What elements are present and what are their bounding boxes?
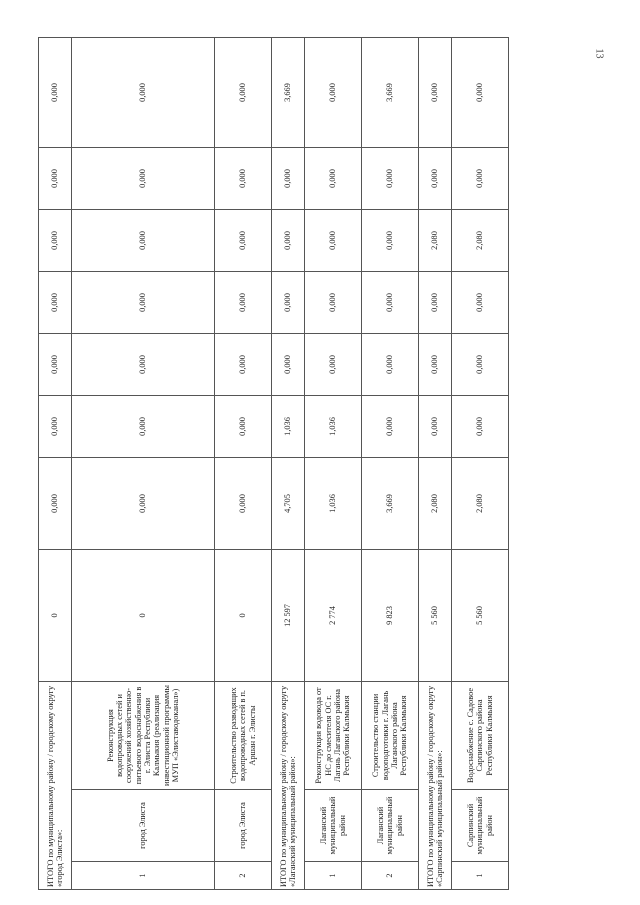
value-cell: 0,000 [305, 333, 362, 395]
value-cell: 9 823 [362, 549, 419, 681]
value-cell: 0,000 [272, 209, 305, 271]
value-cell: 0,000 [72, 147, 215, 209]
value-cell: 0,000 [215, 395, 272, 457]
value-cell: 0,000 [72, 209, 215, 271]
value-cell: 0,000 [272, 333, 305, 395]
value-cell: 2 774 [305, 549, 362, 681]
value-cell: 0,000 [39, 209, 72, 271]
value-cell: 3,669 [272, 37, 305, 147]
municipality-cell: Сарпинский муниципальный район [452, 790, 509, 862]
value-cell: 0,000 [72, 333, 215, 395]
value-cell: 0,000 [362, 333, 419, 395]
value-cell: 0,000 [362, 209, 419, 271]
table-row [362, 37, 419, 889]
table-row [305, 37, 362, 889]
value-cell: 0,000 [39, 147, 72, 209]
table-row [72, 37, 215, 889]
row-index: 1 [72, 862, 215, 890]
value-cell: 0,000 [215, 457, 272, 549]
row-index: 2 [362, 862, 419, 890]
rotated-table-frame [38, 38, 593, 890]
value-cell: 0,000 [272, 147, 305, 209]
object-cell: Строительство разводящих водопроводных сетей в п. Аршан г. Элисты [215, 681, 272, 789]
table-row [215, 37, 272, 889]
value-cell: 0,000 [72, 457, 215, 549]
value-cell: 0,000 [72, 395, 215, 457]
page-number: 13 [593, 48, 605, 59]
value-cell: 0,000 [452, 271, 509, 333]
value-cell: 0,000 [215, 271, 272, 333]
value-cell: 0,000 [215, 37, 272, 147]
value-cell: 1,036 [272, 395, 305, 457]
value-cell: 0,000 [39, 37, 72, 147]
value-cell: 1,036 [305, 457, 362, 549]
value-cell: 12 597 [272, 549, 305, 681]
total-row [419, 37, 452, 889]
value-cell: 0,000 [305, 37, 362, 147]
municipality-cell: Лаганский муниципальный район [362, 790, 419, 862]
value-cell: 0,000 [452, 333, 509, 395]
value-cell: 1,036 [305, 395, 362, 457]
row-index: 1 [305, 862, 362, 890]
value-cell: 0,000 [39, 333, 72, 395]
value-cell: 0 [39, 549, 72, 681]
total-label: ИТОГО по муниципальному району / городскому округу «город Элиста»: [39, 681, 72, 889]
value-cell: 0,000 [419, 271, 452, 333]
value-cell: 0,000 [452, 147, 509, 209]
value-cell: 4,705 [272, 457, 305, 549]
value-cell: 0,000 [72, 271, 215, 333]
value-cell: 0,000 [39, 271, 72, 333]
value-cell: 2,080 [419, 457, 452, 549]
value-cell: 0,000 [305, 147, 362, 209]
value-cell: 0,000 [419, 333, 452, 395]
total-label: ИТОГО по муниципальному району / городскому округу «Сарпинский муниципальный район»: [419, 681, 452, 889]
object-cell: Реконструкция водовода от НС до смесителя ОС г. Лагань Лаганского района Республики Калмыкия [305, 681, 362, 789]
value-cell: 0,000 [39, 395, 72, 457]
value-cell: 2,080 [452, 209, 509, 271]
value-cell: 0 [72, 549, 215, 681]
value-cell: 0,000 [272, 271, 305, 333]
row-index: 2 [215, 862, 272, 890]
value-cell: 0,000 [419, 37, 452, 147]
value-cell: 2,080 [452, 457, 509, 549]
value-cell: 3,669 [362, 37, 419, 147]
total-row [272, 37, 305, 889]
value-cell: 0,000 [419, 395, 452, 457]
value-cell: 0,000 [215, 333, 272, 395]
total-row [39, 37, 72, 889]
value-cell: 0,000 [452, 37, 509, 147]
value-cell: 0 [215, 549, 272, 681]
value-cell: 0,000 [305, 271, 362, 333]
row-index: 1 [452, 862, 509, 890]
object-cell: Водоснабжение с. Садовое Сарпинского района Республики Калмыкия [452, 681, 509, 789]
table-row [452, 37, 509, 889]
value-cell: 2,080 [419, 209, 452, 271]
value-cell: 0,000 [362, 395, 419, 457]
value-cell: 0,000 [305, 209, 362, 271]
value-cell: 0,000 [39, 457, 72, 549]
value-cell: 5 560 [452, 549, 509, 681]
rotated-table-container [38, 38, 593, 890]
municipality-cell: город Элиста [215, 790, 272, 862]
object-cell: Строительство станции водоподготовки г. Лагань Лаганского района Республики Калмыкия [362, 681, 419, 789]
value-cell: 0,000 [419, 147, 452, 209]
value-cell: 0,000 [362, 147, 419, 209]
municipality-cell: Лаганский муниципальный район [305, 790, 362, 862]
value-cell: 0,000 [362, 271, 419, 333]
value-cell: 0,000 [452, 395, 509, 457]
value-cell: 5 560 [419, 549, 452, 681]
value-cell: 3,669 [362, 457, 419, 549]
value-cell: 0,000 [215, 209, 272, 271]
municipality-cell: город Элиста [72, 790, 215, 862]
total-label: ИТОГО по муниципальному району / городскому округу «Лаганский муниципальный район»: [272, 681, 305, 889]
value-cell: 0,000 [72, 37, 215, 147]
value-cell: 0,000 [215, 147, 272, 209]
object-cell: Реконструкция водопроводных сетей и сооружений хозяйственно-питьевого водоснабжения в г. Элиста Республики Калмыкия (реализация инвестиционной программы МУП «Элиставодоканал») [72, 681, 215, 789]
budget-table [38, 37, 509, 890]
